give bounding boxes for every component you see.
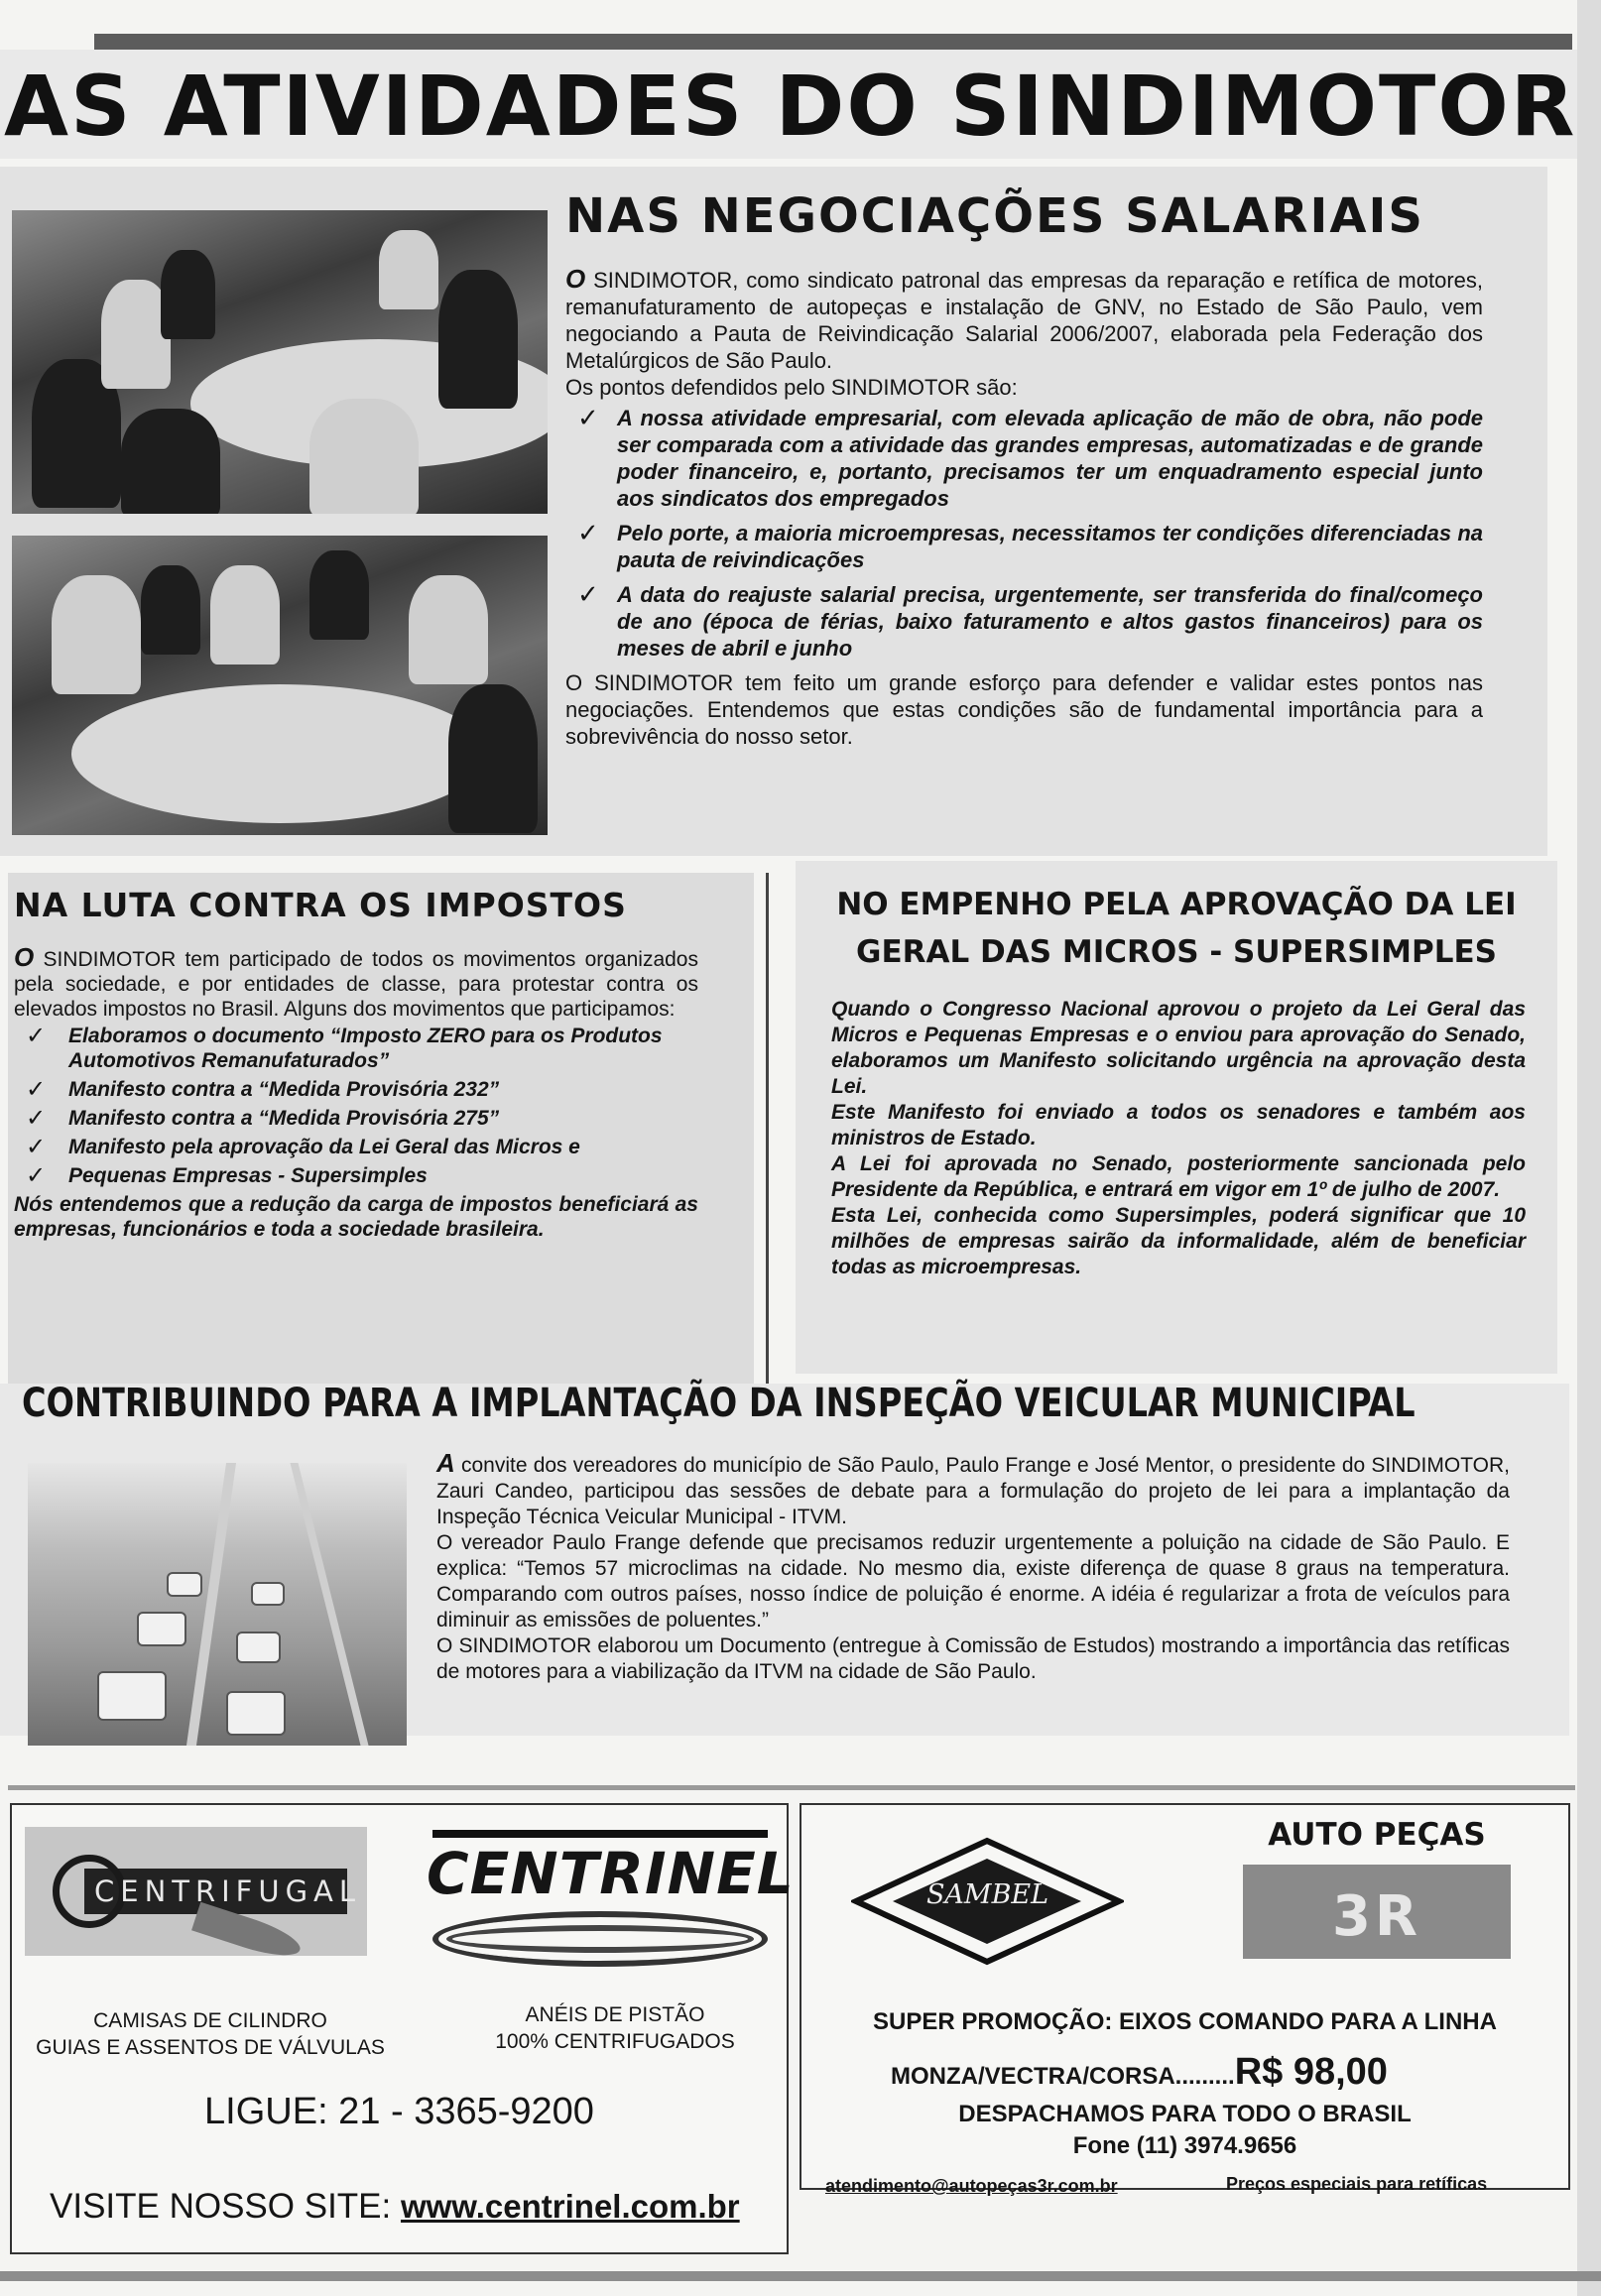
negotiations-intro: O SINDIMOTOR, como sindicato patronal das empresas da reparação e retífica de motores, remanufaturamento de autopeças e instalação de GNV, no Estado de São Paulo, vem negociando a Pauta de Reivindicação Salarial 2006/2007, elaborada pela Federação dos Metalúrgicos de São Paulo.: [565, 264, 1483, 373]
taxes-body: [14, 942, 698, 1242]
price: R$ 98,00: [1234, 2051, 1388, 2093]
supersimples-body: [831, 997, 1526, 1280]
taxes-title: NA LUTA CONTRA OS IMPOSTOS: [14, 886, 627, 924]
list-item: ✓ Manifesto contra a “Medida Provisória 275”: [26, 1105, 500, 1132]
points-intro: Os pontos defendidos pelo SINDIMOTOR são:: [565, 375, 1018, 400]
negotiations-title: NAS NEGOCIAÇÕES SALARIAIS: [565, 188, 1424, 244]
caption-rings: ANÉIS DE PISTÃO 100% CENTRIFUGADOS: [495, 2003, 735, 2053]
drop-letter: A: [436, 1448, 455, 1478]
sambel-logo-text: SAMBEL: [925, 1879, 1049, 1910]
list-item: ✓ Pequenas Empresas - Supersimples: [26, 1162, 428, 1189]
list-item: ✓ Manifesto contra a “Medida Provisória 232”: [26, 1076, 500, 1103]
special-prices-note: Preços especiais para retíficas: [1226, 2174, 1488, 2194]
column-divider: [766, 873, 769, 1393]
negotiations-body: [565, 266, 1483, 750]
list-item: ✓ Manifesto pela aprovação da Lei Geral das Micros e: [26, 1134, 580, 1160]
page-edge: [1577, 0, 1601, 2296]
supersimples-title: NO EMPENHO PELA APROVAÇÃO DA LEI GERAL DAS MICROS - SUPERSIMPLES: [836, 887, 1517, 970]
taxes-closing: Nós entendemos que a redução da carga de impostos beneficiará as empresas, funcionários e toda a sociedade brasileira.: [14, 1193, 698, 1241]
paragraph: O SINDIMOTOR elaborou um Documento (entregue à Comissão de Estudos) mostrando a importância das retíficas de motores para a viabilização da ITVM na cidade de São Paulo.: [436, 1634, 1510, 1683]
section-rule: [8, 1785, 1575, 1790]
centrifugal-logo-text: CENTRIFUGAL: [94, 1874, 362, 1908]
paragraph: Quando o Congresso Nacional aprovou o projeto da Lei Geral das Micros e Pequenas Empresas e o enviou para aprovação do Senado, elaboramos um Manifesto solicitando urgência na aprovação desta Lei.: [831, 998, 1526, 1098]
check-icon: ✓: [26, 1134, 47, 1160]
check-icon: ✓: [26, 1162, 47, 1189]
list-item: ✓ Pelo porte, a maioria microempresas, necessitamos ter condições diferenciadas na pauta de reivindicações: [577, 518, 1483, 572]
centrinel-logo-text: CENTRINEL: [427, 1840, 795, 1907]
taxes-intro: O SINDIMOTOR tem participado de todos os movimentos organizados pela sociedade, e por entidades de classe, para protestar contra os elevados impostos no Brasil. Alguns dos movimentos que participamos:: [14, 942, 698, 1021]
paragraph: Esta Lei, conhecida como Supersimples, poderá significar que 10 milhões de empresas sairão da informalidade, além de beneficiar todas as microempresas.: [831, 1204, 1526, 1278]
paragraph: A Lei foi aprovada no Senado, posteriormente sancionada pelo Presidente da República, e entrará em vigor em 1º de julho de 2007.: [831, 1152, 1526, 1201]
check-icon: ✓: [26, 1076, 47, 1103]
list-item: ✓ Elaboramos o documento “Imposto ZERO para os Produtos Automotivos Remanufaturados”: [26, 1023, 663, 1072]
piston-rings-icon: [432, 1911, 768, 1967]
promo-price-line: MONZA/VECTRA/CORSA.........R$ 98,00: [891, 2051, 1388, 2093]
phone-line: LIGUE: 21 - 3365-9200: [204, 2091, 594, 2132]
check-icon: ✓: [577, 403, 599, 432]
drop-letter: O: [565, 264, 586, 294]
centrinel-logo: [427, 1830, 795, 1964]
autopecas-logo-3r: 3R: [1331, 1884, 1422, 1949]
meeting-photo-1: [12, 210, 548, 514]
website-line: VISITE NOSSO SITE: www.centrinel.com.br: [50, 2187, 740, 2226]
inspection-body: [436, 1450, 1510, 1685]
inspection-title: CONTRIBUINDO PARA A IMPLANTAÇÃO DA INSPEÇÃO VEICULAR MUNICIPAL: [22, 1381, 1416, 1426]
bottom-rule: [0, 2271, 1601, 2281]
autopecas-logo-top: AUTO PEÇAS: [1268, 1817, 1486, 1853]
list-item: ✓ A data do reajuste salarial precisa, urgentemente, ser transferida do final/começo de ano (época de férias, baixo faturamento e altos gastos financeiros) para os meses de abril e junho: [577, 579, 1483, 661]
check-icon: ✓: [577, 579, 599, 609]
top-rule: [94, 34, 1572, 50]
negotiations-closing: O SINDIMOTOR tem feito um grande esforço para defender e validar estes pontos nas negociações. Entendemos que estas condições são de fundamental importância para a sobrevivência do nosso setor.: [565, 670, 1483, 749]
page-title: AS ATIVIDADES DO SINDIMOTOR: [4, 58, 1577, 155]
paragraph: O vereador Paulo Frange defende que precisamos reduzir urgentemente a poluição na cidade de São Paulo. E explica: “Temos 57 microclimas na cidade. No mesmo dia, existe diferença de quase 8 graus na temperatura. Comparando com outros países, nosso índice de poluição é enorme. A idéia é regularizar a frota de veículos para diminuir as emissões de poluentes.”: [436, 1531, 1510, 1631]
list-item: ✓ A nossa atividade empresarial, com elevada aplicação de mão de obra, não pode ser comparada com a atividade das grandes empresas, automatizadas e de grande poder financeiro, e, portanto, precisamos ter um enquadramento especial junto aos sindicatos dos empregados: [577, 403, 1483, 511]
negotiation-points: [565, 405, 1483, 662]
email-link[interactable]: atendimento@autopeças3r.com.br: [825, 2176, 1118, 2196]
promo-line: SUPER PROMOÇÃO: EIXOS COMANDO PARA A LINHA: [873, 2008, 1497, 2035]
centrifugal-logo: [25, 1827, 367, 1956]
caption-cylinders: CAMISAS DE CILINDRO GUIAS E ASSENTOS DE VÁLVULAS: [36, 2009, 385, 2059]
shipping-line: DESPACHAMOS PARA TODO O BRASIL: [958, 2101, 1412, 2127]
check-icon: ✓: [26, 1105, 47, 1132]
paragraph: Este Manifesto foi enviado a todos os senadores e também aos ministros de Estado.: [831, 1101, 1526, 1149]
drop-letter: O: [14, 942, 35, 972]
phone-line: Fone (11) 3974.9656: [1072, 2132, 1297, 2159]
taxes-list: [14, 1024, 698, 1188]
website-link[interactable]: www.centrinel.com.br: [400, 2188, 740, 2225]
check-icon: ✓: [26, 1023, 47, 1049]
traffic-photo: [28, 1463, 407, 1746]
paragraph: A convite dos vereadores do município de São Paulo, Paulo Frange e José Mentor, o presidente do SINDIMOTOR, Zauri Candeo, participou das sessões de debate para a formulação do projeto de lei para a implantação da Inspeção Técnica Veicular Municipal - ITVM.: [436, 1448, 1510, 1528]
check-icon: ✓: [577, 518, 599, 547]
meeting-photo-2: [12, 536, 548, 835]
